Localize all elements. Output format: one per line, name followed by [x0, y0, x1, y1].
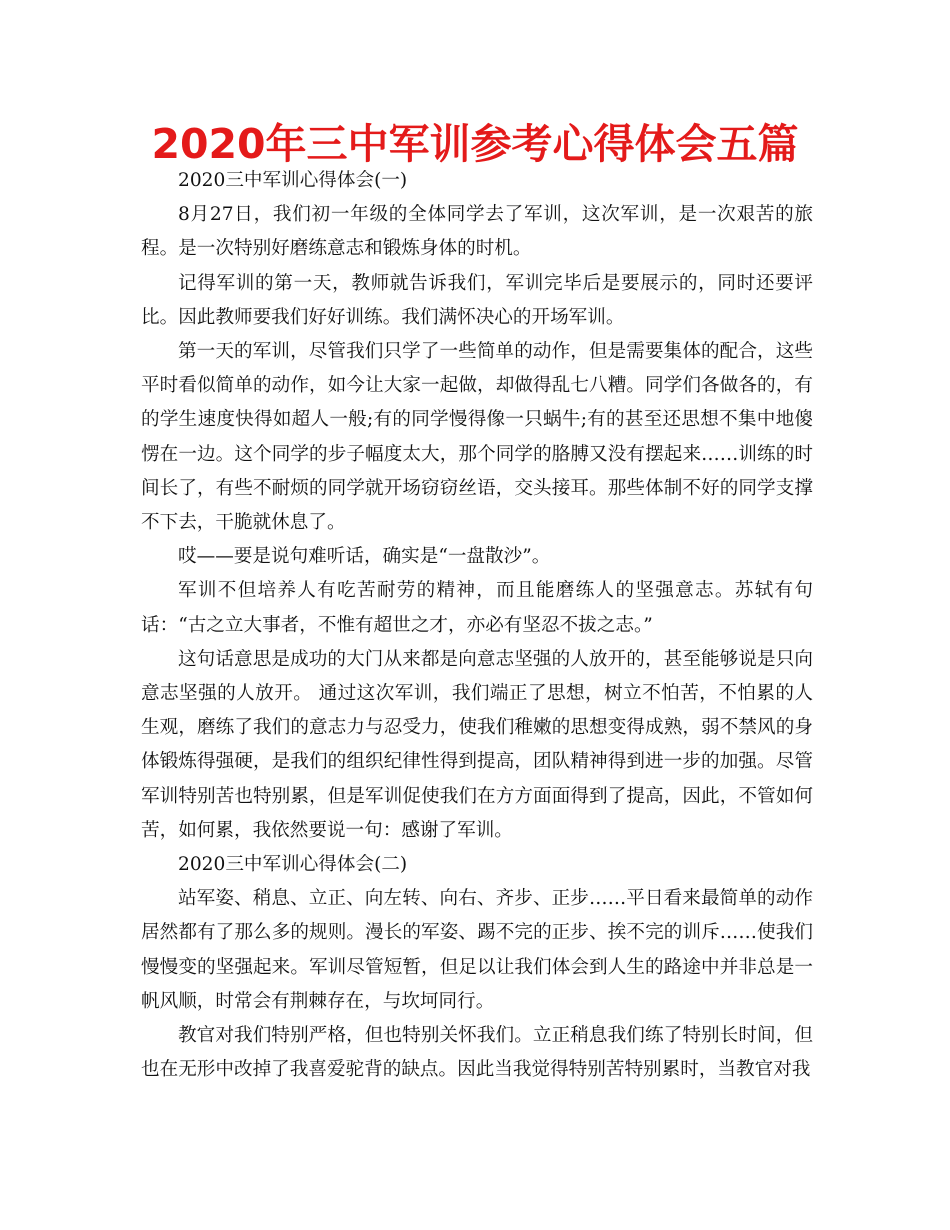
paragraph: 第一天的军训，尽管我们只学了一些简单的动作，但是需要集体的配合，这些平时看似简单的动作，如今让大家一起做，却做得乱七八糟。同学们各做各的，有的学生速度快得如超人一般;有的同学慢得像一只蜗牛;有的甚至还思想不集中地傻愣在一边。这个同学的步子幅度太大，那个同学的胳膊又没有摆起来……训练的时间长了，有些不耐烦的同学就开场窃窃丝语，交头接耳。那些体制不好的同学支撑不下去，干脆就休息了。: [141, 341, 813, 534]
document-title: 2020年三中军训参考心得体会五篇: [151, 120, 799, 168]
section-heading-2: 2020三中军训心得体会(二): [178, 854, 408, 876]
paragraph: 8月27日，我们初一年级的全体同学去了军训，这次军训，是一次艰苦的旅程。是一次特别好磨练意志和锻炼身体的时机。: [141, 204, 813, 260]
paragraph: 记得军训的第一天，教师就告诉我们，军训完毕后是要展示的，同时还要评比。因此教师要我们好好训练。我们满怀决心的开场军训。: [141, 272, 813, 328]
paragraph: 这句话意思是成功的大门从来都是向意志坚强的人放开的，甚至能够说是只向意志坚强的人放开。 通过这次军训，我们端正了思想，树立不怕苦，不怕累的人生观，磨练了我们的意志力与忍受力，使我们稚嫩的思想变得成熟，弱不禁风的身体锻炼得强硬，是我们的组织纪律性得到提高，团队精神得到进一步的加强。尽管军训特别苦也特别累，但是军训促使我们在方方面面得到了提高，因此，不管如何苦，如何累，我依然要说一句：感谢了军训。: [141, 648, 813, 841]
section-heading-1: 2020三中军训心得体会(一): [178, 170, 408, 191]
paragraph: 哎——要是说句难听话，确实是“一盘散沙”。: [178, 546, 551, 568]
paragraph: 教官对我们特别严格，但也特别关怀我们。立正稍息我们练了特别长时间，但也在无形中改掉了我喜爱驼背的缺点。因此当我觉得特别苦特别累时，当教官对我: [141, 1025, 813, 1081]
document-body: [141, 164, 813, 1087]
paragraph: 站军姿、稍息、立正、向左转、向右、齐步、正步……平日看来最简单的动作居然都有了那么多的规则。漫长的军姿、踢不完的正步、挨不完的训斥……使我们慢慢变的坚强起来。军训尽管短暂，但足以让我们体会到人生的路途中并非总是一帆风顺，时常会有荆棘存在，与坎坷同行。: [141, 888, 813, 1012]
paragraph: 军训不但培养人有吃苦耐劳的精神，而且能磨练人的坚强意志。苏轼有句话：“古之立大事者，不惟有超世之才，亦必有坚忍不拔之志。”: [141, 580, 813, 636]
